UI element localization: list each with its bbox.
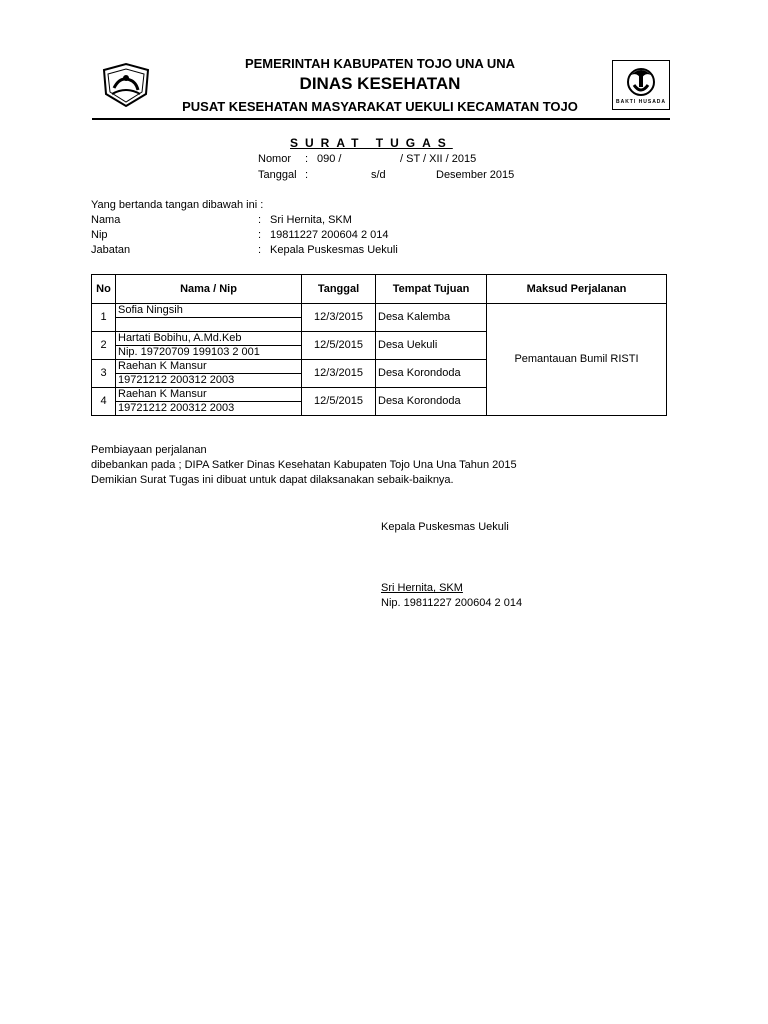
regency-emblem-icon — [100, 62, 152, 108]
row-tujuan: Desa Korondoda — [376, 360, 487, 388]
row-no: 3 — [92, 360, 116, 388]
intro-text: Yang bertanda tangan dibawah ini : — [91, 199, 264, 211]
row-tanggal: 12/3/2015 — [302, 304, 376, 332]
document-title: SURAT TUGAS — [290, 136, 453, 150]
signature-nip: Nip. 19811227 200604 2 014 — [381, 597, 523, 609]
header-agency: DINAS KESEHATAN — [299, 74, 461, 93]
signer-nip-label: Nip — [91, 229, 108, 241]
signer-jabatan-label: Jabatan — [91, 244, 131, 256]
footer-line1: Pembiayaan perjalanan — [91, 444, 207, 456]
nomor-value: 090 / — [317, 153, 342, 165]
col-header-nama: Nama / Nip — [116, 275, 302, 304]
row-tanggal: 12/5/2015 — [302, 332, 376, 360]
row-nama: Sofia Ningsih — [116, 304, 302, 318]
footer-line2: dibebankan pada ; DIPA Satker Dinas Kesehatan Kabupaten Tojo Una Una Tahun 2015 — [91, 459, 517, 471]
row-nip: Nip. 19720709 199103 2 001 — [116, 346, 302, 360]
signature-position: Kepala Puskesmas Uekuli — [381, 521, 509, 533]
table-header-row — [92, 275, 667, 304]
signer-nama-sep: : — [258, 214, 262, 226]
logo-caption: BAKTI HUSADA — [615, 99, 667, 105]
footer-line3: Demikian Surat Tugas ini dibuat untuk dapat dilaksanakan sebaik-baiknya. — [91, 474, 454, 486]
tanggal-label: Tanggal — [258, 169, 297, 181]
nomor-label: Nomor — [258, 153, 292, 165]
row-tujuan: Desa Korondoda — [376, 388, 487, 416]
col-header-maksud: Maksud Perjalanan — [487, 275, 667, 304]
ministry-of-health-logo-icon — [612, 60, 670, 110]
table-row — [92, 304, 667, 318]
nomor-sep: : — [305, 153, 309, 165]
col-header-tujuan: Tempat Tujuan — [376, 275, 487, 304]
col-header-no: No — [92, 275, 116, 304]
row-nama: Raehan K Mansur — [116, 360, 302, 374]
tanggal-sd: s/d — [371, 169, 386, 181]
row-no: 4 — [92, 388, 116, 416]
header-divider — [92, 118, 670, 120]
tanggal-value: Desember 2015 — [436, 169, 515, 181]
signer-jabatan-sep: : — [258, 244, 262, 256]
row-no: 1 — [92, 304, 116, 332]
row-no: 2 — [92, 332, 116, 360]
row-nip: 19721212 200312 2003 — [116, 374, 302, 388]
row-nip: 19721212 200312 2003 — [116, 402, 302, 416]
row-nama: Hartati Bobihu, A.Md.Keb — [116, 332, 302, 346]
row-tanggal: 12/3/2015 — [302, 360, 376, 388]
signer-nip: 19811227 200604 2 014 — [270, 229, 389, 241]
row-nip — [116, 318, 302, 332]
maksud-cell: Pemantauan Bumil RISTI — [487, 304, 667, 416]
signer-nip-sep: : — [258, 229, 262, 241]
header-government: PEMERINTAH KABUPATEN TOJO UNA UNA — [244, 56, 516, 71]
header-puskesmas: PUSAT KESEHATAN MASYARAKAT UEKULI KECAMATAN TOJO — [182, 99, 578, 114]
row-nama: Raehan K Mansur — [116, 388, 302, 402]
col-header-tanggal: Tanggal — [302, 275, 376, 304]
nomor-suffix: / ST / XII / 2015 — [400, 153, 477, 165]
signer-jabatan: Kepala Puskesmas Uekuli — [270, 244, 398, 256]
signer-nama: Sri Hernita, SKM — [270, 214, 352, 226]
row-tanggal: 12/5/2015 — [302, 388, 376, 416]
row-tujuan: Desa Uekuli — [376, 332, 487, 360]
tanggal-sep: : — [305, 169, 309, 181]
signer-nama-label: Nama — [91, 214, 121, 226]
row-tujuan: Desa Kalemba — [376, 304, 487, 332]
assignment-table — [91, 274, 667, 416]
signature-name: Sri Hernita, SKM — [381, 582, 463, 594]
